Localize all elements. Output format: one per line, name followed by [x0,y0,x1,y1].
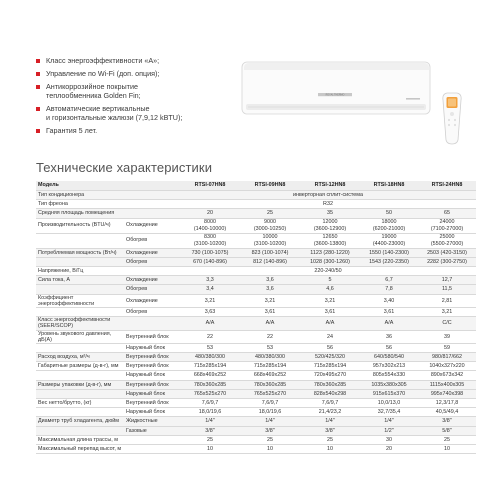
value-cell: A/A [240,317,300,330]
value-cell: 3/8" [418,417,476,426]
value-cell: 640/580/540 [360,353,418,362]
value-cell: 25000 (5500-27000) [418,233,476,248]
param-subname: Охлаждение [124,294,180,307]
param-subname: Обогрев [124,307,180,316]
value-cell: 24000 (7100-27000) [418,218,476,233]
param-subname: Внутренний блок [124,380,180,389]
spec-table-container [36,181,476,454]
value-cell: 9000 (3000-10250) [240,218,300,233]
value-cell: 980/817/662 [418,353,476,362]
table-row [36,248,476,257]
table-row [36,444,476,453]
value-cell: 670 (140-896) [180,257,240,266]
value-cell: 520/425/320 [300,353,360,362]
param-subname: Охлаждение [124,248,180,257]
feature-text: Класс энергоэффективности «А»; [46,56,160,65]
table-row [36,317,476,330]
table-row [36,276,476,285]
value-cell: 715x285x194 [240,362,300,371]
value-cell: 1/4" [300,417,360,426]
feature-item [36,69,246,78]
value-cell: 668x469x252 [240,371,300,380]
value-cell: 3/8" [300,426,360,435]
param-subname: Обогрев [124,233,180,248]
table-row [36,307,476,316]
spec-table [36,181,476,454]
value-cell: 21,4/23,2 [300,408,360,417]
header-model: Модель [36,181,124,191]
value-cell: 25 [240,435,300,444]
table-row [36,191,476,200]
value-cell: 40,5/49,4 [418,408,476,417]
value-cell: 3,61 [300,307,360,316]
value-cell: 995x740x398 [418,389,476,398]
param-name [36,408,124,417]
value-cell: 5/8" [418,426,476,435]
feature-text: Антикоррозийное покрытие теплообменника Golden Fin; [46,82,141,100]
table-row [36,389,476,398]
value-cell: C/C [418,317,476,330]
value-cell: 12,3/17,8 [418,399,476,408]
param-subname: Наружный блок [124,343,180,352]
value-cell: 10 [240,444,300,453]
table-row [36,399,476,408]
value-cell: A/A [300,317,360,330]
value-cell: 1/4" [240,417,300,426]
value-cell: 11,5 [418,285,476,294]
spanning-value: R32 [180,200,476,209]
value-cell: 1115x400x305 [418,380,476,389]
spanning-value: инверторная сплит-система [180,191,476,200]
table-row [36,435,476,444]
value-cell: 3,21 [180,294,240,307]
value-cell: 19000 (4400-23000) [360,233,418,248]
value-cell: 20 [180,209,240,218]
value-cell: 56 [300,343,360,352]
value-cell: 3,61 [360,307,418,316]
value-cell: A/A [360,317,418,330]
value-cell: 18,0/19,6 [240,408,300,417]
value-cell: 1/4" [360,417,418,426]
bullet-square-icon [36,129,40,133]
param-name [36,285,124,294]
param-subname: Наружный блок [124,408,180,417]
value-cell: 4,6 [300,285,360,294]
param-name [36,343,124,352]
table-row [36,266,476,275]
spanning-value: 220-240/50 [180,266,476,275]
param-subname: Жидкостные [124,417,180,426]
value-cell: 765x525x270 [240,389,300,398]
value-cell: 53 [240,343,300,352]
value-cell: 18,0/19,6 [180,408,240,417]
table-row [36,285,476,294]
spec-table-header [36,181,476,191]
table-row [36,233,476,248]
table-row [36,343,476,352]
value-cell: 10000 (3100-10200) [240,233,300,248]
value-cell: 480/380/300 [240,353,300,362]
bullet-square-icon [36,85,40,89]
product-image [238,48,468,146]
value-cell: 59 [418,343,476,352]
bullet-square-icon [36,107,40,111]
param-subname: Охлаждение [124,276,180,285]
value-cell: 35 [300,209,360,218]
param-subname [124,435,180,444]
param-name: Коэффициент энергоэффективности [36,294,124,307]
param-subname: Наружный блок [124,389,180,398]
feature-text: Управление по Wi-Fi (доп. опция); [46,69,160,78]
param-subname [124,200,180,209]
table-row [36,218,476,233]
value-cell: 3,3 [180,276,240,285]
value-cell: 3,6 [240,285,300,294]
feature-item [36,104,246,122]
value-cell: 3,21 [300,294,360,307]
value-cell: 30 [360,435,418,444]
value-cell: 3,6 [240,276,300,285]
value-cell: 53 [180,343,240,352]
param-subname [124,444,180,453]
bullet-square-icon [36,59,40,63]
feature-item [36,82,246,100]
param-subname: Наружный блок [124,371,180,380]
param-subname: Внутренний блок [124,362,180,371]
table-row [36,330,476,343]
value-cell: 480/380/300 [180,353,240,362]
param-name: Тип кондиционера [36,191,124,200]
value-cell: 2503 (420-3150) [418,248,476,257]
value-cell: 1123 (280-1220) [300,248,360,257]
value-cell: 10,0/13,0 [360,399,418,408]
value-cell: 957x302x213 [360,362,418,371]
value-cell: 3,21 [418,307,476,316]
param-name [36,426,124,435]
value-cell: 720x495x270 [300,371,360,380]
value-cell: 730 (100-1075) [180,248,240,257]
table-row [36,417,476,426]
value-cell: 1/2" [360,426,418,435]
param-name [36,371,124,380]
header-model-name: RTSI-18HN8 [360,181,418,191]
value-cell: 715x285x194 [180,362,240,371]
value-cell: 1028 (300-1260) [300,257,360,266]
value-cell: 915x615x370 [360,389,418,398]
table-row [36,294,476,307]
value-cell: 25 [180,435,240,444]
value-cell: 3/8" [240,426,300,435]
value-cell: 8000 (1400-10000) [180,218,240,233]
value-cell: 22 [180,330,240,343]
param-subname: Внутренний блок [124,399,180,408]
value-cell: 36 [360,330,418,343]
param-name: Сила тока, А [36,276,124,285]
header-model-name: RTSI-24HN8 [418,181,476,191]
value-cell: 8300 (3100-10200) [180,233,240,248]
value-cell: 12000 (3600-12900) [300,218,360,233]
param-subname: Газовые [124,426,180,435]
value-cell: 3,4 [180,285,240,294]
value-cell: 25 [418,435,476,444]
table-row [36,426,476,435]
value-cell: 39 [418,330,476,343]
value-cell: 12650 (3600-13800) [300,233,360,248]
value-cell: 1550 (140-2300) [360,248,418,257]
header-model-name: RTSI-12HN8 [300,181,360,191]
value-cell: 715x285x194 [300,362,360,371]
param-name: Напряжение, В/Гц [36,266,124,275]
section-title: Технические характеристики [36,160,213,175]
value-cell: 10 [180,444,240,453]
svg-text:ROYAL THERMO: ROYAL THERMO [325,93,345,97]
table-row [36,371,476,380]
remote-control [443,93,461,144]
value-cell: 1543 (220-2350) [360,257,418,266]
value-cell: 65 [418,209,476,218]
param-name: Уровень звукового давления, дБ(А) [36,330,124,343]
table-row [36,209,476,218]
param-name [36,233,124,248]
param-name: Диаметр труб хладагента, дюйм [36,417,124,426]
feature-item [36,126,246,135]
param-subname [124,317,180,330]
param-name: Средняя площадь помещения [36,209,124,218]
table-row [36,257,476,266]
feature-item [36,56,246,65]
value-cell: 805x554x330 [360,371,418,380]
table-row [36,362,476,371]
value-cell: 780x360x285 [300,380,360,389]
value-cell: 50 [360,209,418,218]
param-subname [124,191,180,200]
param-name: Максимальная длина трассы, м [36,435,124,444]
value-cell: 3/8" [180,426,240,435]
value-cell: 32,7/35,4 [360,408,418,417]
indoor-unit [242,62,430,114]
value-cell: 823 (100-1074) [240,248,300,257]
param-subname: Внутренний блок [124,330,180,343]
param-name [36,257,124,266]
value-cell: 56 [360,343,418,352]
feature-text: Гарантия 5 лет. [46,126,98,135]
value-cell: 7,6/9,7 [300,399,360,408]
param-name: Вес нетто/брутто, (кг) [36,399,124,408]
value-cell: 1040x327x220 [418,362,476,371]
param-name: Максимальный перепад высот, м [36,444,124,453]
value-cell: 2,81 [418,294,476,307]
param-name: Размеры упаковки (д-в-г), мм [36,380,124,389]
feature-text: Автоматические вертикальные и горизонтальные жалюзи (7,9,12 kBTU); [46,104,183,122]
value-cell: 3,21 [240,294,300,307]
table-row [36,353,476,362]
value-cell: 10 [300,444,360,453]
param-subname [124,209,180,218]
value-cell: 780x360x285 [180,380,240,389]
value-cell: 12,7 [418,276,476,285]
value-cell: A/A [180,317,240,330]
table-row [36,200,476,209]
value-cell: 10 [418,444,476,453]
value-cell: 3,63 [180,307,240,316]
param-subname: Обогрев [124,285,180,294]
value-cell: 765x525x270 [180,389,240,398]
bullet-square-icon [36,72,40,76]
value-cell: 828x540x298 [300,389,360,398]
param-name: Класс энергоэффективности (SEER/SCOP) [36,317,124,330]
value-cell: 3,61 [240,307,300,316]
value-cell: 6,7 [360,276,418,285]
table-row [36,408,476,417]
value-cell: 2282 (300-2750) [418,257,476,266]
param-name: Производительность (BTU/ч) [36,218,124,233]
value-cell: 780x360x285 [240,380,300,389]
header-spacer [124,181,180,191]
value-cell: 25 [300,435,360,444]
feature-list [36,56,246,139]
value-cell: 25 [240,209,300,218]
value-cell: 890x673x342 [418,371,476,380]
value-cell: 1035x380x305 [360,380,418,389]
value-cell: 812 (140-896) [240,257,300,266]
value-cell: 7,6/9,7 [240,399,300,408]
value-cell: 5 [300,276,360,285]
value-cell: 24 [300,330,360,343]
value-cell: 18000 (6200-21000) [360,218,418,233]
param-name: Тип фреона [36,200,124,209]
param-name [36,389,124,398]
param-name: Расход воздуха, м³/ч [36,353,124,362]
value-cell: 3,40 [360,294,418,307]
value-cell: 668x469x252 [180,371,240,380]
param-name: Габаритные размеры (д-в-г), мм [36,362,124,371]
param-subname [124,266,180,275]
header-model-name: RTSI-07HN8 [180,181,240,191]
value-cell: 7,6/9,7 [180,399,240,408]
table-row [36,380,476,389]
value-cell: 7,8 [360,285,418,294]
param-subname: Охлаждение [124,218,180,233]
param-name: Потребляемая мощность (Вт/ч) [36,248,124,257]
value-cell: 1/4" [180,417,240,426]
param-name [36,307,124,316]
value-cell: 22 [240,330,300,343]
param-subname: Внутренний блок [124,353,180,362]
header-model-name: RTSI-09HN8 [240,181,300,191]
param-subname: Обогрев [124,257,180,266]
value-cell: 20 [360,444,418,453]
